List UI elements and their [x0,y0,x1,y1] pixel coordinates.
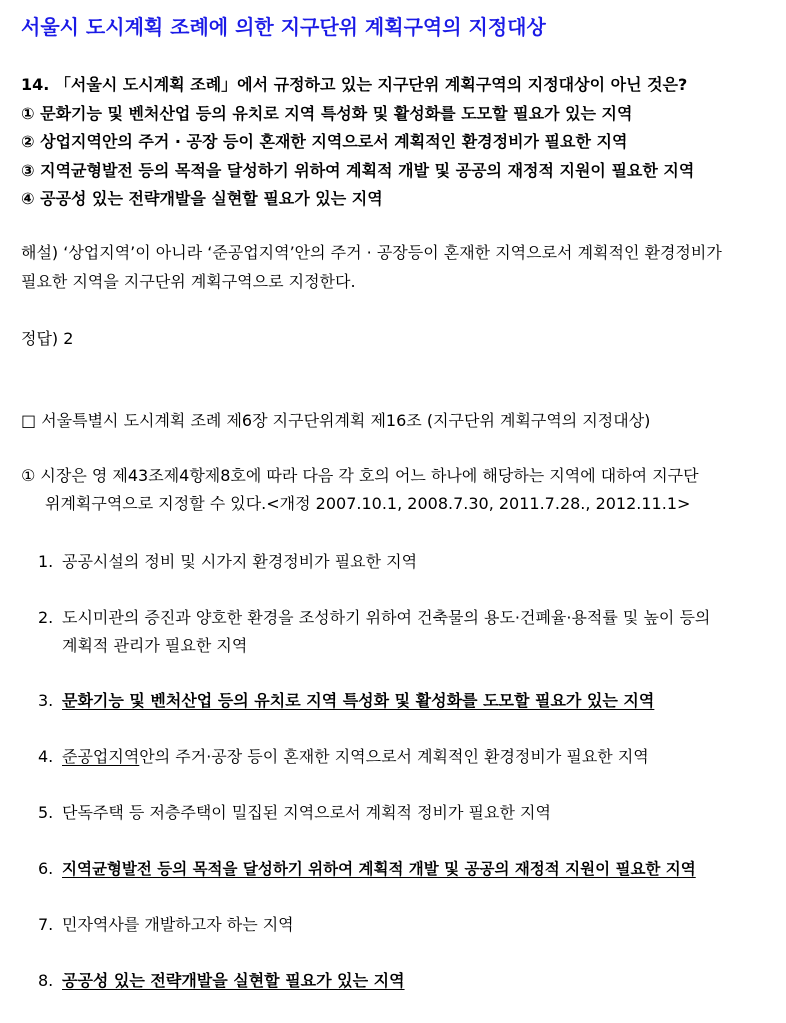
law-item-text: 문화기능 및 벤처산업 등의 유치로 지역 특성화 및 활성화를 도모할 필요가 있는 지역 [62,691,655,710]
law-item-7 [38,914,294,936]
explanation-line-2: 필요한 지역을 지구단위 계획구역으로 지정한다. [21,272,356,291]
law-clause-line-1: ① 시장은 영 제43조제4항제8호에 따라 다음 각 호의 어느 하나에 해당하는 지역에 대하여 지구단 [21,466,699,485]
question-option-3: ③ 지역균형발전 등의 목적을 달성하기 위하여 계획적 개발 및 공공의 재정적 지원이 필요한 지역 [21,161,695,180]
law-item-text-underlined: 준공업지역 [62,747,140,766]
question-stem: 14. 「서울시 도시계획 조례」에서 규정하고 있는 지구단위 계획구역의 지정대상이 아닌 것은? [21,75,688,94]
law-item-text: 공공성 있는 전략개발을 실현할 필요가 있는 지역 [62,971,405,990]
law-item-4 [38,746,649,768]
law-item-text: 민자역사를 개발하고자 하는 지역 [62,915,294,934]
law-clause-line-2: 위계획구역으로 지정할 수 있다.<개정 2007.10.1, 2008.7.30, 2011.7.28., 2012.11.1> [45,494,691,513]
law-item-number: 8. [38,971,54,990]
law-item-text: 도시미관의 증진과 양호한 환경을 조성하기 위하여 건축물의 용도·건폐율·용적률 및 높이 등의 [62,608,711,627]
question-option-4: ④ 공공성 있는 전략개발을 실현할 필요가 있는 지역 [21,189,383,208]
law-item-2 [38,607,710,629]
law-item-number: 6. [38,859,54,878]
law-item-number: 3. [38,691,54,710]
law-item-1 [38,551,417,573]
law-item-text: 지역균형발전 등의 목적을 달성하기 위하여 계획적 개발 및 공공의 재정적 지원이 필요한 지역 [62,860,696,878]
law-item-number: 2. [38,608,54,627]
law-item-text: 공공시설의 정비 및 시가지 환경정비가 필요한 지역 [62,552,418,571]
law-item-number: 7. [38,915,54,934]
law-item-number: 1. [38,552,54,571]
law-item-number: 5. [38,803,54,822]
answer: 정답) 2 [21,329,74,348]
law-item-text: 안의 주거·공장 등이 혼재한 지역으로서 계획적인 환경정비가 필요한 지역 [139,747,649,766]
question-option-2: ② 상업지역안의 주거 · 공장 등이 혼재한 지역으로서 계획적인 환경정비가 필요한 지역 [21,132,628,151]
law-item-2-continuation: 계획적 관리가 필요한 지역 [62,636,248,655]
explanation-line-1: 해설) ‘상업지역’이 아니라 ‘준공업지역’안의 주거 · 공장등이 혼재한 지역으로서 계획적인 환경정비가 [21,243,722,262]
law-item-text: 단독주택 등 저층주택이 밀집된 지역으로서 계획적 정비가 필요한 지역 [62,803,551,822]
law-item-6 [38,858,696,880]
law-item-3 [38,690,654,712]
law-item-number: 4. [38,747,54,766]
law-item-5 [38,802,551,824]
question-option-1: ① 문화기능 및 벤처산업 등의 유치로 지역 특성화 및 활성화를 도모할 필요가 있는 지역 [21,104,633,123]
law-heading: □ 서울특별시 도시계획 조례 제6장 지구단위계획 제16조 (지구단위 계획구역의 지정대상) [21,411,651,430]
law-item-8 [38,970,405,992]
page-title: 서울시 도시계획 조례에 의한 지구단위 계획구역의 지정대상 [21,15,546,39]
